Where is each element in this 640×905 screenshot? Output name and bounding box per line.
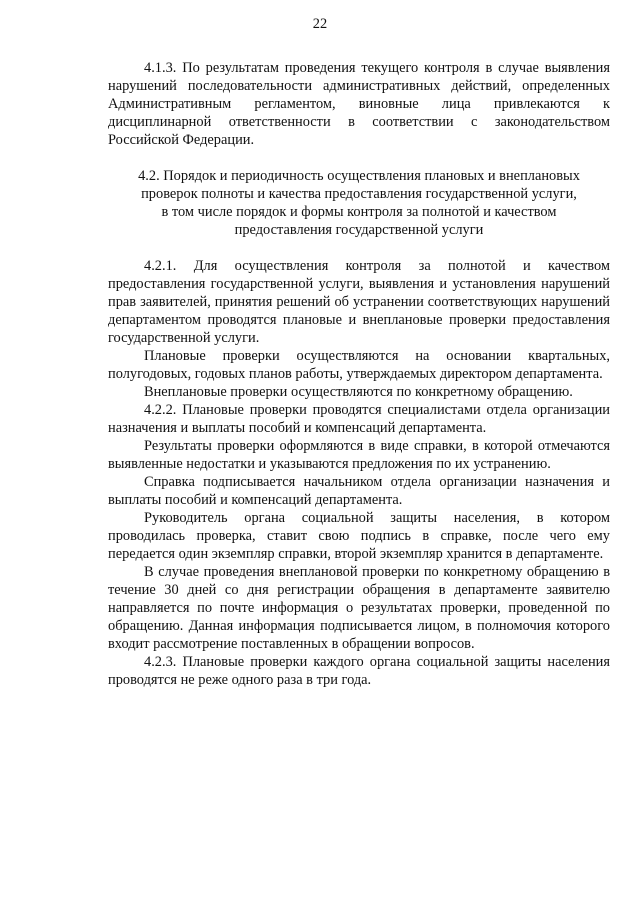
paragraph-unplanned-checks: Внеплановые проверки осуществляются по конкретному обращению. [144,384,573,400]
paragraph-planned-checks: Плановые проверки осуществляются на основании квартальных, полугодовых, годовых планов работы, утверждаемых директором департамента. [108,348,610,382]
paragraph-unplanned-response: В случае проведения внеплановой проверки по конкретному обращению в течение 30 дней со дня регистрации обращения в департаменте заявителю направляется по почте информация о результатах проверки, проведенной по обращению. Данная информация подписывается лицом, в полномочия которого входит рассмотрение поставленных в обращении вопросов. [108,564,610,652]
paragraph-4-2-3: 4.2.3. Плановые проверки каждого органа социальной защиты населения проводятся не реже одного раза в три года. [108,654,610,688]
heading-line: 4.2. Порядок и периодичность осуществления плановых и внеплановых [138,168,580,184]
paragraph-4-2-2: 4.2.2. Плановые проверки проводятся специалистами отдела организации назначения и выплаты пособий и компенсаций департамента. [108,402,610,436]
paragraph-check-results: Результаты проверки оформляются в виде справки, в которой отмечаются выявленные недостатки и указываются предложения по их устранению. [108,438,610,472]
section-heading-4-2 [108,167,610,239]
heading-line: предоставления государственной услуги [234,222,484,238]
page-number: 22 [312,16,328,32]
paragraph-report-signature: Справка подписывается начальником отдела организации назначения и выплаты пособий и компенсаций департамента. [108,474,610,508]
paragraph-4-2-1: 4.2.1. Для осуществления контроля за полнотой и качеством предоставления государственной услуги, выявления и установления нарушений прав заявителей, принятия решений об устранении соответствующих нарушений департаментом проводятся плановые и внеплановые проверки предоставления государственной услуги. [108,258,610,346]
paragraph-4-1-3: 4.1.3. По результатам проведения текущего контроля в случае выявления нарушений последовательности административных действий, определенных Административным регламентом, виновные лица привлекаются к дисциплинарной ответственности в соответствии с законодательством Российской Федерации. [108,60,610,148]
paragraph-head-signature: Руководитель органа социальной защиты населения, в котором проводилась проверка, ставит свою подпись в справке, после чего ему передается один экземпляр справки, второй экземпляр хранится в департаменте. [108,510,610,562]
heading-line: в том числе порядок и формы контроля за полнотой и качеством [161,204,557,220]
heading-line: проверок полноты и качества предоставления государственной услуги, [141,186,577,202]
document-body [108,59,610,689]
